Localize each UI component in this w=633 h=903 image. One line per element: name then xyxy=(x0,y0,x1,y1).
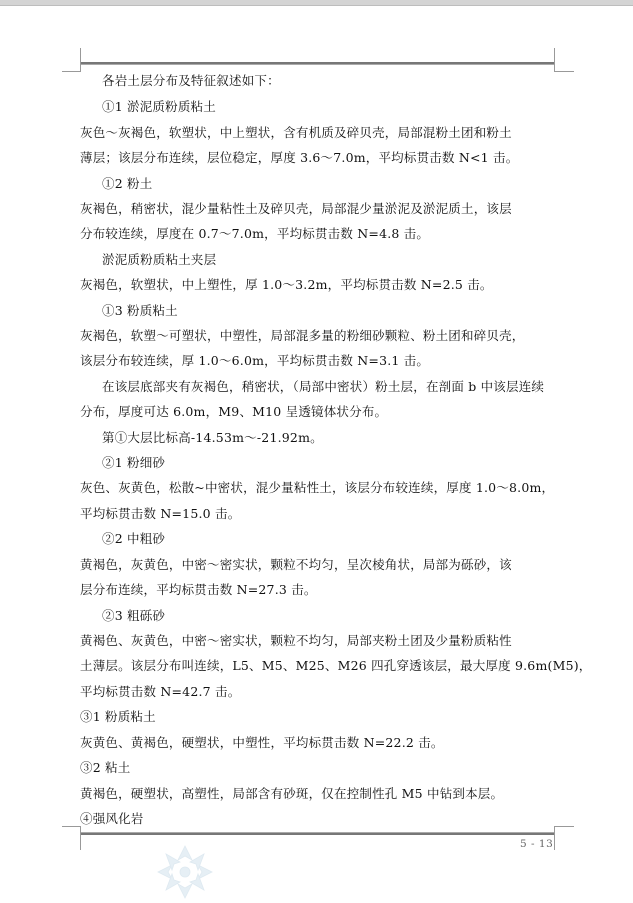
text-line: 灰色～灰褐色，软塑状，中上塑状，含有机质及碎贝壳，局部混粉土团和粉土 xyxy=(80,125,512,140)
text-line: 该层分布较连续，厚 1.0～6.0m，平均标贯击数 N=3.1 击。 xyxy=(80,353,430,368)
section-heading: ①1 淤泥质粉质粘土 xyxy=(102,99,216,114)
section-heading: ①3 粉质粘土 xyxy=(102,303,178,318)
text-line: 灰褐色，稍密状，混少量粘性土及碎贝壳，局部混少量淤泥及淤泥质土，该层 xyxy=(80,201,512,216)
text-line: 黄褐色，硬塑状，高塑性，局部含有砂斑，仅在控制性孔 M5 中钻到本层。 xyxy=(80,786,504,801)
footer-rule xyxy=(80,832,555,835)
crop-mark-top-left xyxy=(62,71,81,72)
text-line: 层分布连续，平均标贯击数 N=27.3 击。 xyxy=(80,582,317,597)
section-heading: ②3 粗砾砂 xyxy=(102,608,166,623)
section-heading: ③1 粉质粘土 xyxy=(80,709,156,724)
text-line: 各岩土层分布及特征叙述如下： xyxy=(102,73,280,88)
text-line: 薄层；该层分布连续，层位稳定，厚度 3.6～7.0m，平均标贯击数 N<1 击。 xyxy=(80,150,519,165)
section-heading: 淤泥质粉质粘土夹层 xyxy=(102,252,217,267)
section-heading: ③2 粘土 xyxy=(80,760,131,775)
text-line: 平均标贯击数 N=42.7 击。 xyxy=(80,684,241,699)
window-top-bar xyxy=(0,0,633,6)
page-number: 5 - 13 xyxy=(520,838,554,850)
text-line: 黄褐色，灰黄色，中密～密实状，颗粒不均匀，呈次棱角状，局部为砾砂，该 xyxy=(80,557,512,572)
text-line: 灰色、灰黄色，松散~中密状，混少量粘性土，该层分布较连续，厚度 1.0～8.0m， xyxy=(80,480,555,495)
section-heading: ②2 中粗砂 xyxy=(102,531,166,546)
crop-mark-bottom-left-vertical xyxy=(80,826,81,850)
text-line: 平均标贯击数 N=15.0 击。 xyxy=(80,506,241,521)
text-line: 黄褐色、灰黄色，中密～密实状，颗粒不均匀，局部夹粉土团及少量粉质粘性 xyxy=(80,633,512,648)
text-line: 分布较连续，厚度在 0.7～7.0m，平均标贯击数 N=4.8 击。 xyxy=(80,226,430,241)
watermark-logo-icon xyxy=(150,842,220,902)
text-line: 在该层底部夹有灰褐色，稍密状，（局部中密状）粉土层，在剖面 b 中该层连续 xyxy=(102,379,545,394)
text-line: 灰黄色、黄褐色，硬塑状，中塑性，平均标贯击数 N=22.2 击。 xyxy=(80,735,444,750)
text-line: 灰褐色，软塑～可塑状，中塑性，局部混多量的粉细砂颗粒、粉土团和碎贝壳， xyxy=(80,328,525,343)
crop-mark-top-right-vertical xyxy=(554,48,555,72)
section-heading: ④强风化岩 xyxy=(80,811,144,826)
section-heading: ②1 粉细砂 xyxy=(102,455,166,470)
text-line: 第①大层比标高-14.53m～-21.92m。 xyxy=(102,430,323,445)
crop-mark-bottom-right-vertical xyxy=(554,826,555,850)
text-line: 灰褐色，软塑状，中上塑性，厚 1.0～3.2m，平均标贯击数 N=2.5 击。 xyxy=(80,277,493,292)
section-heading: ①2 粉土 xyxy=(102,176,153,191)
crop-mark-bottom-right xyxy=(555,826,574,827)
crop-mark-top-right xyxy=(555,71,574,72)
crop-mark-bottom-left xyxy=(62,826,81,827)
crop-mark-top-left-vertical xyxy=(80,48,81,72)
text-line: 土薄层。该层分布叫连续，L5、M5、M25、M26 四孔穿透该层，最大厚度 9.6m(M5)， xyxy=(80,658,592,673)
text-line: 分布，厚度可达 6.0m，M9、M10 呈透镜体状分布。 xyxy=(80,404,388,419)
header-rule xyxy=(80,62,555,65)
